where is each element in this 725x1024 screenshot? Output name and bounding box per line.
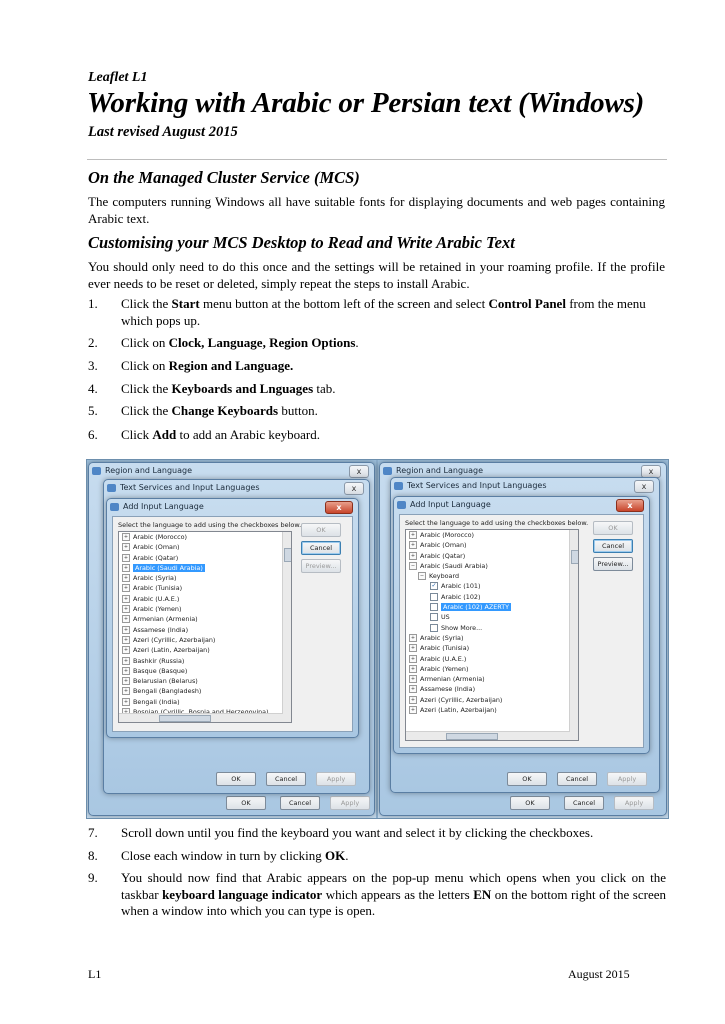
close-button[interactable]: x xyxy=(349,465,369,478)
preview-button[interactable]: Preview... xyxy=(301,559,341,573)
step-text: Click the Keyboards and Lnguages tab. xyxy=(121,381,336,396)
list-item-label: Arabic (Syria) xyxy=(420,633,464,642)
checkbox[interactable] xyxy=(430,593,438,601)
horizontal-scrollbar[interactable] xyxy=(119,713,283,722)
apply-button[interactable]: Apply xyxy=(330,796,370,810)
screenshot-composite xyxy=(86,459,669,819)
list-item-label: Arabic (U.A.E.) xyxy=(133,594,180,603)
list-item[interactable] xyxy=(119,573,291,583)
expand-icon[interactable]: + xyxy=(123,678,129,685)
step-number: 8. xyxy=(88,848,98,863)
horizontal-scrollbar[interactable] xyxy=(406,731,570,740)
list-item-label: Arabic (Oman) xyxy=(133,543,180,552)
close-button[interactable]: x xyxy=(344,482,364,495)
list-item[interactable] xyxy=(119,583,291,593)
expand-icon[interactable]: + xyxy=(410,686,416,693)
list-item-label: Arabic (Morocco) xyxy=(420,531,475,539)
step-number: 4. xyxy=(88,381,98,396)
scroll-thumb[interactable] xyxy=(284,548,292,562)
close-button[interactable]: x xyxy=(641,465,661,478)
collapse-icon[interactable]: − xyxy=(419,573,425,580)
window-icon xyxy=(397,501,406,509)
checkbox[interactable] xyxy=(430,603,438,611)
expand-icon[interactable]: + xyxy=(410,645,416,652)
expand-icon[interactable]: + xyxy=(410,696,416,703)
step-number: 1. xyxy=(88,296,98,311)
step-number: 7. xyxy=(88,825,98,840)
list-item[interactable] xyxy=(406,705,578,715)
expand-icon[interactable]: + xyxy=(410,676,416,683)
footer-right: August 2015 xyxy=(568,967,630,981)
list-item-label: US xyxy=(441,613,450,622)
scroll-thumb[interactable] xyxy=(571,550,579,564)
window-title: Add Input Language xyxy=(410,500,491,509)
apply-button[interactable]: Apply xyxy=(614,796,654,810)
list-item[interactable] xyxy=(406,571,578,581)
list-item-label: Basque (Basque) xyxy=(133,666,188,675)
step-number: 9. xyxy=(88,870,98,885)
list-item-label: Arabic (Oman) xyxy=(420,541,467,550)
list-item[interactable] xyxy=(119,676,291,686)
window-title: Add Input Language xyxy=(123,502,204,511)
list-item[interactable] xyxy=(119,697,291,707)
window-icon xyxy=(383,467,392,475)
apply-button[interactable]: Apply xyxy=(316,772,356,786)
list-item-label: Assamese (India) xyxy=(133,625,189,634)
expand-icon[interactable]: + xyxy=(123,606,129,613)
ok-button[interactable]: OK xyxy=(507,772,547,786)
window-title: Region and Language xyxy=(396,466,484,475)
mcs-heading: On the Managed Cluster Service (MCS) xyxy=(88,168,360,187)
list-item[interactable] xyxy=(119,604,291,614)
customise-paragraph: You should only need to do this once and the settings will be retained in your roaming profile. If the profile ever needs to be reset or deleted, simply repeat the steps to install Arabic. xyxy=(88,259,665,291)
list-item[interactable] xyxy=(406,551,578,561)
cancel-button[interactable]: Cancel xyxy=(301,541,341,555)
ok-button[interactable]: OK xyxy=(216,772,256,786)
list-item-label: Arabic (Syria) xyxy=(133,574,177,583)
expand-icon[interactable]: + xyxy=(123,647,129,654)
step-text: Click on Clock, Language, Region Options. xyxy=(121,335,359,350)
step-number: 2. xyxy=(88,335,98,350)
expand-icon[interactable]: + xyxy=(410,532,416,538)
revision-date: Last revised August 2015 xyxy=(88,124,238,140)
list-item[interactable] xyxy=(119,594,291,604)
collapse-icon[interactable]: − xyxy=(410,562,416,569)
expand-icon[interactable]: + xyxy=(410,634,416,641)
list-item[interactable] xyxy=(119,635,291,645)
list-item[interactable] xyxy=(119,656,291,666)
list-item-label: Bashkir (Russia) xyxy=(133,656,185,665)
window-title: Text Services and Input Languages xyxy=(407,481,547,490)
apply-button[interactable]: Apply xyxy=(607,772,647,786)
list-item-label: Armenian (Armenia) xyxy=(133,615,198,624)
list-item-label: Arabic (Saudi Arabia) xyxy=(135,563,203,572)
list-item-label: Arabic (102) xyxy=(441,592,481,601)
list-item[interactable] xyxy=(119,625,291,635)
step-number: 5. xyxy=(88,403,98,418)
ok-button[interactable]: OK xyxy=(301,523,341,537)
list-item[interactable] xyxy=(406,674,578,684)
scroll-thumb[interactable] xyxy=(159,715,211,722)
close-button[interactable]: x xyxy=(325,501,353,514)
step-text: Click on Region and Language. xyxy=(121,358,294,373)
ok-button[interactable]: OK xyxy=(593,521,633,535)
preview-button[interactable]: Preview... xyxy=(593,557,633,571)
ok-button[interactable]: OK xyxy=(226,796,266,810)
customise-heading: Customising your MCS Desktop to Read and Write Arabic Text xyxy=(88,233,515,252)
list-item[interactable] xyxy=(406,695,578,705)
cancel-button[interactable]: Cancel xyxy=(564,796,604,810)
list-item[interactable] xyxy=(119,686,291,696)
list-item[interactable] xyxy=(406,623,578,633)
cancel-button[interactable]: Cancel xyxy=(266,772,306,786)
expand-icon[interactable]: + xyxy=(123,616,129,623)
step-text: Close each window in turn by clicking OK. xyxy=(121,848,349,863)
list-item[interactable] xyxy=(119,614,291,624)
expand-icon[interactable]: + xyxy=(410,707,416,714)
list-item[interactable] xyxy=(406,643,578,653)
list-item[interactable] xyxy=(119,542,291,552)
list-item[interactable] xyxy=(406,602,578,612)
screenshot-after xyxy=(378,460,668,818)
expand-icon[interactable]: + xyxy=(123,544,129,551)
cancel-button[interactable]: Cancel xyxy=(593,539,633,553)
list-item-label: Arabic (Qatar) xyxy=(420,551,466,560)
expand-icon[interactable]: + xyxy=(123,554,129,561)
expand-icon[interactable]: + xyxy=(123,575,129,582)
step-text: Click the Start menu button at the bottom left of the screen and select Control Panel from the menu which pops up. xyxy=(121,296,646,328)
vertical-scrollbar[interactable] xyxy=(569,530,578,740)
list-item-label: Azeri (Cyrillic, Azerbaijan) xyxy=(133,635,216,644)
window-title: Text Services and Input Languages xyxy=(120,483,260,492)
add-input-language-dialog xyxy=(393,496,650,754)
list-item-label: Belarusian (Belarus) xyxy=(133,677,198,686)
list-item[interactable] xyxy=(406,540,578,550)
step-text: Scroll down until you find the keyboard you want and select it by clicking the checkboxes. xyxy=(121,825,594,840)
expand-icon[interactable]: + xyxy=(123,698,129,705)
list-item[interactable] xyxy=(406,633,578,643)
expand-icon[interactable]: + xyxy=(123,636,129,643)
expand-icon[interactable]: + xyxy=(123,585,129,592)
window-icon xyxy=(394,482,403,490)
cancel-button[interactable]: Cancel xyxy=(280,796,320,810)
list-item[interactable] xyxy=(406,664,578,674)
list-item-label: Arabic (Yemen) xyxy=(133,605,182,614)
list-item[interactable] xyxy=(406,684,578,694)
close-button[interactable]: x xyxy=(634,480,654,493)
list-item-label: Assamese (India) xyxy=(420,685,476,694)
expand-icon[interactable]: + xyxy=(123,564,129,571)
expand-icon[interactable]: + xyxy=(410,655,416,662)
list-item-label: Arabic (102) AZERTY xyxy=(443,603,510,612)
checkbox[interactable] xyxy=(430,613,438,621)
list-item-label: Arabic (Tunisia) xyxy=(133,584,183,593)
screenshot-before xyxy=(87,460,376,818)
list-item[interactable] xyxy=(406,530,578,540)
list-item-label: Bengali (India) xyxy=(133,697,180,706)
checkbox[interactable] xyxy=(430,624,438,632)
header-divider xyxy=(87,159,667,160)
list-item[interactable] xyxy=(406,561,578,571)
expand-icon[interactable]: + xyxy=(123,667,129,674)
list-item[interactable] xyxy=(406,592,578,602)
list-item[interactable] xyxy=(406,581,578,591)
expand-icon[interactable]: + xyxy=(123,657,129,664)
list-item-label: Arabic (Morocco) xyxy=(133,533,188,541)
window-icon xyxy=(107,484,116,492)
expand-icon[interactable]: + xyxy=(123,688,129,695)
leaflet-label: Leaflet L1 xyxy=(88,70,148,85)
scroll-thumb[interactable] xyxy=(446,733,498,740)
list-item[interactable] xyxy=(406,612,578,622)
list-item-label: Arabic (U.A.E.) xyxy=(420,654,467,663)
list-item-label: Arabic (Tunisia) xyxy=(420,644,470,653)
list-item-label: Keyboard xyxy=(429,572,460,581)
list-item-label: Armenian (Armenia) xyxy=(420,675,485,684)
list-item-label: Azeri (Latin, Azerbaijan) xyxy=(420,706,497,715)
vertical-scrollbar[interactable] xyxy=(282,532,291,722)
list-item[interactable] xyxy=(119,563,291,573)
list-item-label: Show More... xyxy=(441,623,483,632)
list-item-label: Arabic (101) xyxy=(441,582,481,591)
step-text: Click Add to add an Arabic keyboard. xyxy=(121,427,320,442)
add-input-language-dialog xyxy=(106,498,359,738)
list-item-label: Azeri (Latin, Azerbaijan) xyxy=(133,646,210,655)
window-icon xyxy=(92,467,101,475)
window-title: Region and Language xyxy=(105,466,193,475)
checkbox[interactable]: ✓ xyxy=(431,582,437,590)
expand-icon[interactable]: + xyxy=(410,552,416,559)
step-number: 3. xyxy=(88,358,98,373)
language-list[interactable] xyxy=(118,531,292,723)
list-item-label: Arabic (Yemen) xyxy=(420,664,469,673)
list-item-label: Arabic (Saudi Arabia) xyxy=(420,561,488,570)
instruction-text: Select the language to add using the checkboxes below. xyxy=(405,519,589,527)
list-item-label: Azeri (Cyrillic, Azerbaijan) xyxy=(420,695,503,704)
step-number: 6. xyxy=(88,427,98,442)
list-item[interactable] xyxy=(119,532,291,542)
expand-icon[interactable]: + xyxy=(123,626,129,633)
footer-left: L1 xyxy=(88,967,102,981)
list-item[interactable] xyxy=(119,666,291,676)
expand-icon[interactable]: + xyxy=(123,595,129,602)
step-text: Click the Change Keyboards button. xyxy=(121,403,318,418)
expand-icon[interactable]: + xyxy=(123,534,129,540)
cancel-button[interactable]: Cancel xyxy=(557,772,597,786)
window-icon xyxy=(110,503,119,511)
list-item[interactable] xyxy=(406,654,578,664)
close-button[interactable]: x xyxy=(616,499,644,512)
ok-button[interactable]: OK xyxy=(510,796,550,810)
mcs-paragraph: The computers running Windows all have suitable fonts for displaying documents and web pages containing Arabic text. xyxy=(88,194,665,226)
list-item[interactable] xyxy=(119,645,291,655)
list-item-label: Arabic (Qatar) xyxy=(133,553,179,562)
expand-icon[interactable]: + xyxy=(410,542,416,549)
expand-icon[interactable]: + xyxy=(410,665,416,672)
instruction-text: Select the language to add using the checkboxes below. xyxy=(118,521,302,529)
language-list[interactable] xyxy=(405,529,579,741)
step-text: You should now find that Arabic appears on the pop-up menu which opens when you click on the taskbar keyboard language indicator which appears as the letters EN on the bottom right of the screen when a window into which you can type is open. xyxy=(121,870,666,918)
list-item[interactable] xyxy=(119,553,291,563)
list-item-label: Bengali (Bangladesh) xyxy=(133,687,202,696)
page-title: Working with Arabic or Persian text (Windows) xyxy=(87,87,645,119)
